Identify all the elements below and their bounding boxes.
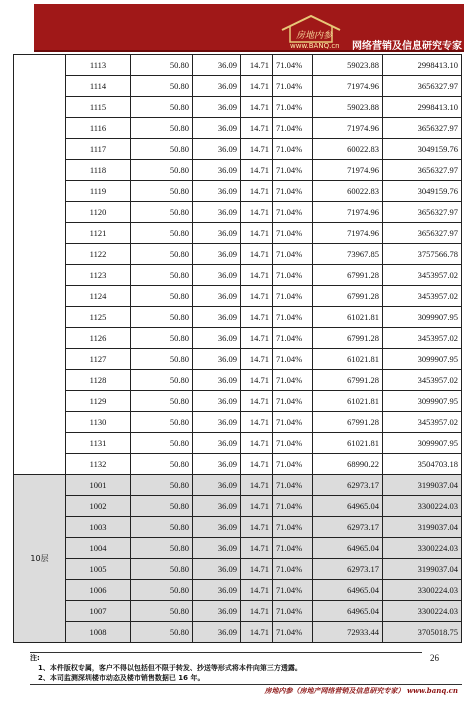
unit-price-cell: 73967.85: [313, 244, 383, 265]
area-cell: 14.71: [241, 244, 273, 265]
area-cell: 14.71: [241, 538, 273, 559]
area-cell: 14.71: [241, 496, 273, 517]
ratio-cell: 71.04%: [273, 181, 313, 202]
note-title: 注:: [30, 654, 40, 662]
footer-bar: 房地内参（房地产网络营销及信息研究专家） www.banq.cn: [30, 684, 462, 698]
table-row: [14, 307, 462, 328]
total-price-cell: 3757566.78: [383, 244, 462, 265]
table-row: [14, 475, 462, 496]
ratio-cell: 71.04%: [273, 475, 313, 496]
table-row: [14, 76, 462, 97]
area-cell: 50.80: [131, 139, 193, 160]
area-cell: 50.80: [131, 223, 193, 244]
table-row: [14, 286, 462, 307]
table-row: [14, 160, 462, 181]
area-cell: 36.09: [193, 622, 241, 643]
unit-price-cell: 64965.04: [313, 601, 383, 622]
note-1: 1、本件版权专属，客户不得以包括但不限于转发、抄送等形式将本件向第三方透露。: [38, 664, 302, 672]
area-cell: 50.80: [131, 412, 193, 433]
ratio-cell: 71.04%: [273, 97, 313, 118]
room-number-cell: 1121: [66, 223, 131, 244]
note-2: 2、本司监测深圳楼市动态及楼市销售数据已 16 年。: [38, 674, 205, 682]
ratio-cell: 71.04%: [273, 496, 313, 517]
area-cell: 14.71: [241, 580, 273, 601]
table-row: [14, 454, 462, 475]
ratio-cell: 71.04%: [273, 538, 313, 559]
ratio-cell: 71.04%: [273, 118, 313, 139]
total-price-cell: 3656327.97: [383, 118, 462, 139]
ratio-cell: 71.04%: [273, 370, 313, 391]
room-number-cell: 1001: [66, 475, 131, 496]
room-number-cell: 1004: [66, 538, 131, 559]
total-price-cell: 3504703.18: [383, 454, 462, 475]
area-cell: 36.09: [193, 538, 241, 559]
area-cell: 36.09: [193, 286, 241, 307]
total-price-cell: 2998413.10: [383, 55, 462, 76]
area-cell: 50.80: [131, 202, 193, 223]
table-row: [14, 559, 462, 580]
area-cell: 14.71: [241, 139, 273, 160]
table-row: [14, 265, 462, 286]
room-number-cell: 1114: [66, 76, 131, 97]
ratio-cell: 71.04%: [273, 160, 313, 181]
ratio-cell: 71.04%: [273, 517, 313, 538]
unit-price-cell: 68990.22: [313, 454, 383, 475]
unit-price-cell: 60022.83: [313, 181, 383, 202]
table-row: [14, 202, 462, 223]
table-row: [14, 118, 462, 139]
area-cell: 50.80: [131, 286, 193, 307]
total-price-cell: 3300224.03: [383, 580, 462, 601]
total-price-cell: 3199037.04: [383, 517, 462, 538]
area-cell: 14.71: [241, 601, 273, 622]
area-cell: 50.80: [131, 181, 193, 202]
unit-price-cell: 61021.81: [313, 349, 383, 370]
unit-price-cell: 71974.96: [313, 223, 383, 244]
ratio-cell: 71.04%: [273, 559, 313, 580]
page-number: 26: [430, 653, 439, 663]
area-cell: 14.71: [241, 349, 273, 370]
ratio-cell: 71.04%: [273, 202, 313, 223]
room-number-cell: 1117: [66, 139, 131, 160]
area-cell: 36.09: [193, 475, 241, 496]
unit-price-cell: 61021.81: [313, 307, 383, 328]
ratio-cell: 71.04%: [273, 454, 313, 475]
total-price-cell: 3656327.97: [383, 223, 462, 244]
area-cell: 50.80: [131, 601, 193, 622]
ratio-cell: 71.04%: [273, 265, 313, 286]
ratio-cell: 71.04%: [273, 391, 313, 412]
area-cell: 50.80: [131, 517, 193, 538]
unit-price-cell: 61021.81: [313, 391, 383, 412]
total-price-cell: 3099907.95: [383, 391, 462, 412]
area-cell: 50.80: [131, 370, 193, 391]
area-cell: 36.09: [193, 391, 241, 412]
footer-notes: [30, 652, 422, 686]
table-row: [14, 496, 462, 517]
table-row: [14, 55, 462, 76]
ratio-cell: 71.04%: [273, 349, 313, 370]
room-number-cell: 1125: [66, 307, 131, 328]
room-number-cell: 1119: [66, 181, 131, 202]
floor-cell-continued: [14, 55, 66, 475]
area-cell: 36.09: [193, 118, 241, 139]
area-cell: 50.80: [131, 244, 193, 265]
room-number-cell: 1002: [66, 496, 131, 517]
room-number-cell: 1003: [66, 517, 131, 538]
unit-price-cell: 62973.17: [313, 559, 383, 580]
area-cell: 50.80: [131, 622, 193, 643]
unit-price-cell: 67991.28: [313, 412, 383, 433]
area-cell: 50.80: [131, 118, 193, 139]
table-row: [14, 391, 462, 412]
area-cell: 50.80: [131, 559, 193, 580]
room-number-cell: 1129: [66, 391, 131, 412]
unit-price-cell: 72933.44: [313, 622, 383, 643]
area-cell: 36.09: [193, 517, 241, 538]
unit-price-cell: 71974.96: [313, 160, 383, 181]
area-cell: 14.71: [241, 160, 273, 181]
area-cell: 36.09: [193, 55, 241, 76]
area-cell: 14.71: [241, 97, 273, 118]
logo-name: 房地内参: [296, 31, 333, 41]
area-cell: 14.71: [241, 433, 273, 454]
area-cell: 36.09: [193, 328, 241, 349]
ratio-cell: 71.04%: [273, 328, 313, 349]
ratio-cell: 71.04%: [273, 244, 313, 265]
area-cell: 14.71: [241, 265, 273, 286]
table-row: [14, 181, 462, 202]
room-number-cell: 1118: [66, 160, 131, 181]
area-cell: 36.09: [193, 412, 241, 433]
room-number-cell: 1124: [66, 286, 131, 307]
total-price-cell: 3705018.75: [383, 622, 462, 643]
room-number-cell: 1006: [66, 580, 131, 601]
room-number-cell: 1130: [66, 412, 131, 433]
area-cell: 14.71: [241, 328, 273, 349]
area-cell: 36.09: [193, 454, 241, 475]
area-cell: 36.09: [193, 265, 241, 286]
unit-price-cell: 60022.83: [313, 139, 383, 160]
room-number-cell: 1132: [66, 454, 131, 475]
room-number-cell: 1008: [66, 622, 131, 643]
ratio-cell: 71.04%: [273, 286, 313, 307]
room-number-cell: 1122: [66, 244, 131, 265]
area-cell: 36.09: [193, 559, 241, 580]
room-number-cell: 1007: [66, 601, 131, 622]
area-cell: 14.71: [241, 223, 273, 244]
room-number-cell: 1115: [66, 97, 131, 118]
total-price-cell: 3453957.02: [383, 286, 462, 307]
area-cell: 14.71: [241, 181, 273, 202]
total-price-cell: 3049159.76: [383, 139, 462, 160]
room-number-cell: 1131: [66, 433, 131, 454]
unit-price-cell: 64965.04: [313, 580, 383, 601]
area-cell: 14.71: [241, 559, 273, 580]
total-price-cell: 3199037.04: [383, 559, 462, 580]
unit-price-cell: 71974.96: [313, 118, 383, 139]
ratio-cell: 71.04%: [273, 307, 313, 328]
area-cell: 50.80: [131, 580, 193, 601]
area-cell: 36.09: [193, 370, 241, 391]
total-price-cell: 3199037.04: [383, 475, 462, 496]
area-cell: 36.09: [193, 223, 241, 244]
unit-price-cell: 59023.88: [313, 97, 383, 118]
unit-price-cell: 64965.04: [313, 496, 383, 517]
room-number-cell: 1116: [66, 118, 131, 139]
total-price-cell: 3656327.97: [383, 160, 462, 181]
unit-price-cell: 62973.17: [313, 475, 383, 496]
area-cell: 14.71: [241, 454, 273, 475]
logo-site: www.BANQ.cn: [290, 42, 340, 50]
ratio-cell: 71.04%: [273, 601, 313, 622]
area-cell: 50.80: [131, 454, 193, 475]
total-price-cell: 3300224.03: [383, 496, 462, 517]
area-cell: 14.71: [241, 391, 273, 412]
total-price-cell: 3453957.02: [383, 370, 462, 391]
table-row: [14, 622, 462, 643]
room-number-cell: 1113: [66, 55, 131, 76]
area-cell: 36.09: [193, 244, 241, 265]
table-row: [14, 97, 462, 118]
total-price-cell: 3049159.76: [383, 181, 462, 202]
total-price-cell: 3099907.95: [383, 349, 462, 370]
header-banner: [34, 4, 464, 52]
table-row: [14, 349, 462, 370]
ratio-cell: 71.04%: [273, 223, 313, 244]
area-cell: 14.71: [241, 202, 273, 223]
area-cell: 14.71: [241, 286, 273, 307]
unit-price-cell: 67991.28: [313, 265, 383, 286]
total-price-cell: 3300224.03: [383, 601, 462, 622]
total-price-cell: 3453957.02: [383, 328, 462, 349]
total-price-cell: 3656327.97: [383, 202, 462, 223]
total-price-cell: 3099907.95: [383, 307, 462, 328]
area-cell: 36.09: [193, 307, 241, 328]
unit-price-cell: 67991.28: [313, 286, 383, 307]
room-number-cell: 1126: [66, 328, 131, 349]
area-cell: 50.80: [131, 160, 193, 181]
floor-label: 10层: [14, 475, 66, 643]
unit-price-cell: 67991.28: [313, 370, 383, 391]
area-cell: 14.71: [241, 622, 273, 643]
area-cell: 36.09: [193, 76, 241, 97]
table-row: [14, 538, 462, 559]
area-cell: 36.09: [193, 202, 241, 223]
area-cell: 14.71: [241, 412, 273, 433]
ratio-cell: 71.04%: [273, 55, 313, 76]
total-price-cell: 2998413.10: [383, 97, 462, 118]
ratio-cell: 71.04%: [273, 412, 313, 433]
area-cell: 36.09: [193, 601, 241, 622]
area-cell: 14.71: [241, 76, 273, 97]
area-cell: 50.80: [131, 76, 193, 97]
ratio-cell: 71.04%: [273, 433, 313, 454]
area-cell: 50.80: [131, 538, 193, 559]
total-price-cell: 3453957.02: [383, 412, 462, 433]
price-table-body: [14, 55, 462, 643]
table-row: [14, 580, 462, 601]
area-cell: 50.80: [131, 265, 193, 286]
total-price-cell: 3453957.02: [383, 265, 462, 286]
ratio-cell: 71.04%: [273, 580, 313, 601]
unit-price-cell: 61021.81: [313, 433, 383, 454]
ratio-cell: 71.04%: [273, 622, 313, 643]
table-row: [14, 370, 462, 391]
table-row: [14, 601, 462, 622]
table-row: [14, 328, 462, 349]
area-cell: 50.80: [131, 97, 193, 118]
area-cell: 50.80: [131, 391, 193, 412]
area-cell: 36.09: [193, 349, 241, 370]
area-cell: 36.09: [193, 97, 241, 118]
area-cell: 14.71: [241, 307, 273, 328]
area-cell: 50.80: [131, 307, 193, 328]
area-cell: 14.71: [241, 370, 273, 391]
area-cell: 50.80: [131, 349, 193, 370]
total-price-cell: 3099907.95: [383, 433, 462, 454]
table-row: [14, 433, 462, 454]
room-number-cell: 1120: [66, 202, 131, 223]
unit-price-cell: 71974.96: [313, 202, 383, 223]
area-cell: 36.09: [193, 160, 241, 181]
unit-price-cell: 62973.17: [313, 517, 383, 538]
area-cell: 50.80: [131, 496, 193, 517]
room-number-cell: 1005: [66, 559, 131, 580]
table-row: [14, 244, 462, 265]
unit-price-cell: 71974.96: [313, 76, 383, 97]
price-table: [13, 54, 462, 643]
ratio-cell: 71.04%: [273, 139, 313, 160]
room-number-cell: 1123: [66, 265, 131, 286]
area-cell: 36.09: [193, 139, 241, 160]
area-cell: 36.09: [193, 181, 241, 202]
table-row: [14, 412, 462, 433]
unit-price-cell: 64965.04: [313, 538, 383, 559]
area-cell: 50.80: [131, 55, 193, 76]
area-cell: 14.71: [241, 55, 273, 76]
area-cell: 14.71: [241, 475, 273, 496]
table-row: [14, 517, 462, 538]
total-price-cell: 3300224.03: [383, 538, 462, 559]
area-cell: 50.80: [131, 328, 193, 349]
unit-price-cell: 59023.88: [313, 55, 383, 76]
room-number-cell: 1128: [66, 370, 131, 391]
table-row: [14, 223, 462, 244]
table-row: [14, 139, 462, 160]
unit-price-cell: 67991.28: [313, 328, 383, 349]
total-price-cell: 3656327.97: [383, 76, 462, 97]
area-cell: 50.80: [131, 475, 193, 496]
area-cell: 14.71: [241, 517, 273, 538]
area-cell: 36.09: [193, 433, 241, 454]
ratio-cell: 71.04%: [273, 76, 313, 97]
area-cell: 36.09: [193, 580, 241, 601]
banner-slogan: 网络营销及信息研究专家: [352, 41, 462, 52]
area-cell: 36.09: [193, 496, 241, 517]
area-cell: 50.80: [131, 433, 193, 454]
room-number-cell: 1127: [66, 349, 131, 370]
area-cell: 14.71: [241, 118, 273, 139]
